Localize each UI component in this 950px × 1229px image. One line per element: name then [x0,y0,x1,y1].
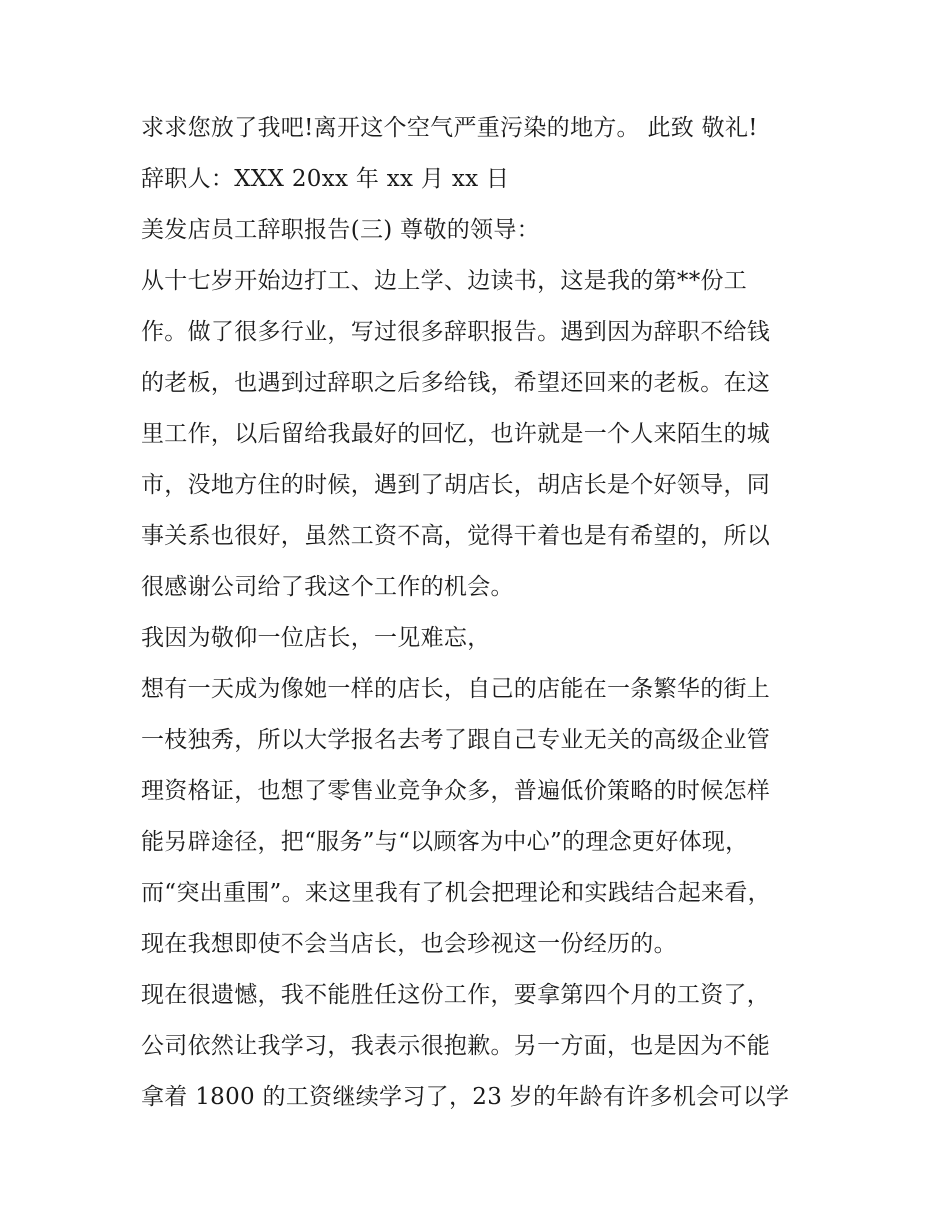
paragraph-line: 很感谢公司给了我这个工作的机会。 [141,574,514,600]
paragraph-line: 市，没地方住的时候，遇到了胡店长，胡店长是个好领导，同 [141,472,771,498]
paragraph-line: 现在很遗憾，我不能胜任这份工作，要拿第四个月的工资了， [141,982,771,1008]
document-body [141,108,821,1128]
paragraph-line: 里工作，以后留给我最好的回忆，也许就是一个人来陌生的城 [141,421,771,447]
paragraph-line: 从十七岁开始边打工、边上学、边读书，这是我的第**份工 [141,268,748,294]
paragraph-line: 理资格证，也想了零售业竞争众多，普遍低价策略的时候怎样 [141,778,771,804]
closing-line: 求求您放了我吧!离开这个空气严重污染的地方。 此致 敬礼! [141,115,758,141]
paragraph-line: 想有一天成为像她一样的店长，自己的店能在一条繁华的街上 [141,676,771,702]
paragraph-line: 事关系也很好，虽然工资不高，觉得干着也是有希望的，所以 [141,523,771,549]
section-heading: 美发店员工辞职报告(三) 尊敬的领导： [141,217,540,243]
paragraph-line: 作。做了很多行业，写过很多辞职报告。遇到因为辞职不给钱 [141,319,771,345]
paragraph-line: 的老板，也遇到过辞职之后多给钱，希望还回来的老板。在这 [141,370,771,396]
paragraph-line: 公司依然让我学习，我表示很抱歉。另一方面，也是因为不能 [141,1033,771,1059]
paragraph-line: 而“突出重围”。来这里我有了机会把理论和实践结合起来看， [141,880,771,906]
paragraph-line: 我因为敬仰一位店长，一见难忘， [141,625,491,651]
paragraph-line: 能另辟途径，把“服务”与“以顾客为中心”的理念更好体现， [141,829,749,855]
paragraph-line: 现在我想即使不会当店长，也会珍视这一份经历的。 [141,931,677,957]
paragraph-line: 一枝独秀，所以大学报名去考了跟自己专业无关的高级企业管 [141,727,771,753]
paragraph-line: 拿着 1800 的工资继续学习了，23 岁的年龄有许多机会可以学 [141,1084,790,1110]
signature-line: 辞职人：XXX 20xx 年 xx 月 xx 日 [141,166,510,192]
